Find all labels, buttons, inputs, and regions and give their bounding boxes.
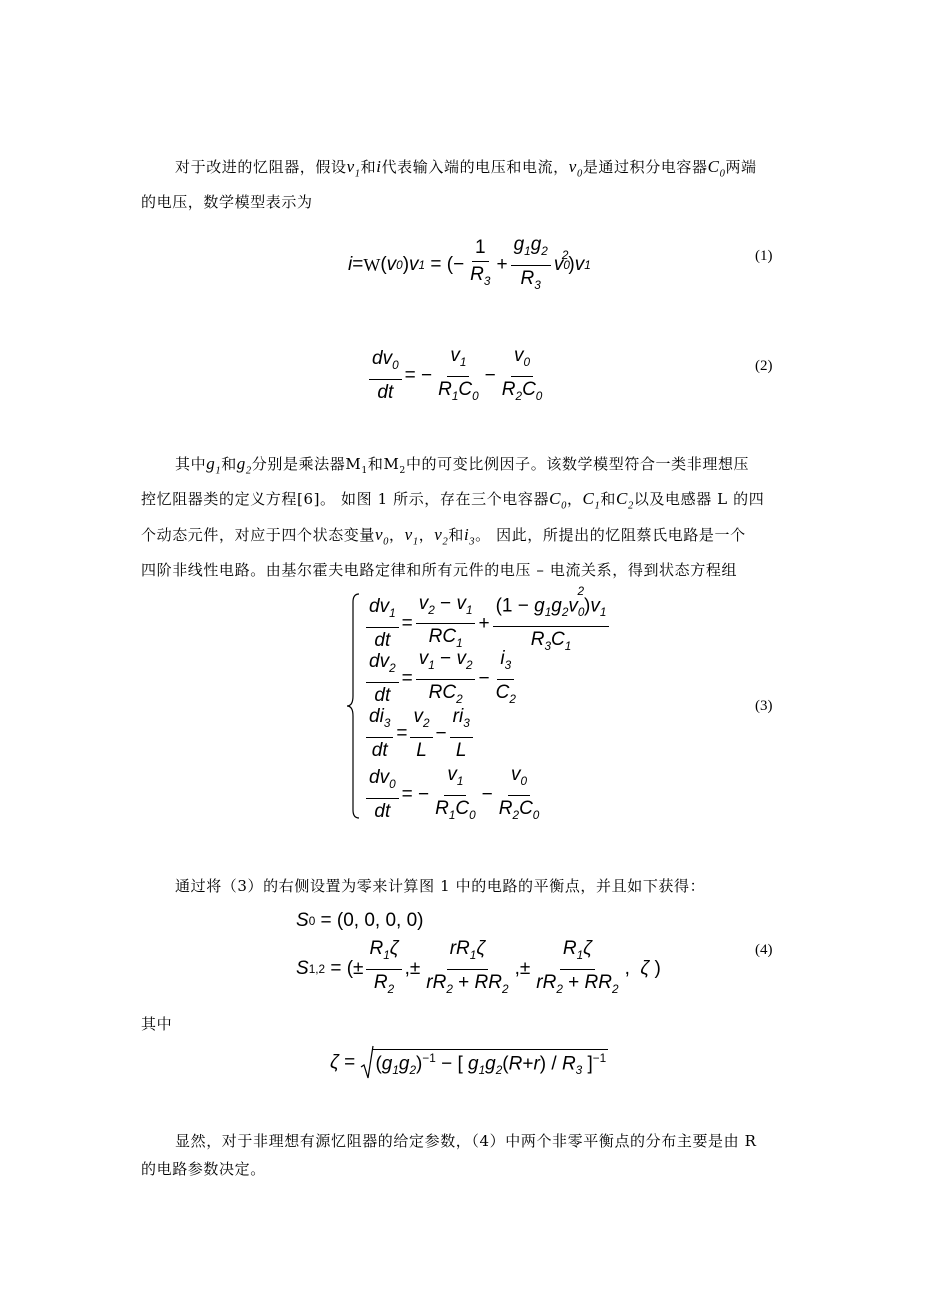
equation-number-1: (1) [755,248,773,264]
sqrt-sign [360,1045,374,1081]
equation-number-3: (3) [755,698,773,714]
paragraph-1: 对于改进的忆阻器，假设$v_1$和i代表输入端的电压和电流，$v_0$是通过积分电容器$C_0$两端 的电压，数学模型表示为 [141,157,757,212]
equation-4-row-1: S 0 = (0, 0, 0, 0) [296,910,424,931]
equation-3-row-4: $\frac{dv_0}{dt}$ = − $\frac{v_1}{R_1C_0}$ − $\frac{v_0}{R_2C_0}$ [363,764,545,827]
equation-number-4: (4) [755,942,773,958]
equation-number-2: (2) [755,358,773,374]
equation-3-row-3: $\frac{di_3}{dt}$ = $\frac{v_2}{L}$ − $\frac{ri_3}{L}$ [363,706,476,762]
equation-zeta: ζ = $(g_1g_2)^{-1}$ − [ $g_1g_2(R+r) / R_3$ ]$^{-1}$ [330,1045,608,1081]
paragraph-5: 显然，对于非理想有源忆阻器的给定参数，（4）中两个非零平衡点的分布主要是由 R 的电路参数决定。 [141,1132,757,1178]
left-brace [345,592,363,820]
equation-3-row-2: $\frac{dv_2}{dt}$ = $\frac{v_1 - v_2}{RC_2}$ − $\frac{i_3}{C_2}$ [363,648,522,711]
paragraph-3: 通过将（3）的右侧设置为零来计算图 1 中的电路的平衡点，并且如下获得： [175,877,706,895]
equation-2: $\frac{dv_0}{dt}$ = − $\frac{v_1}{R_1C_0}$ − $\frac{v_0}{R_2C_0}$ [366,345,548,408]
equation-4-row-2: S 1,2 = (± $\frac{R_1\zeta}{R_2}$ ,± $\frac{rR_1\zeta}{rR_2 + RR_2}$ ,± $\frac{R_1\zeta}{rR_2 + RR_2}$ , ζ ) [296,938,661,996]
equation-3 [345,585,607,823]
equation-3-row-1: $\frac{dv_1}{dt}$ = $\frac{v_2 - v_1}{RC_1}$ + $\frac{(1 - g_1g_2v_0^2)v_1}{R_3C_1}$ [363,590,612,658]
equation-1: i = W ( v 0 ) v 1 = (− $\frac{1}{R_3}$ + $\frac{g_1g_2}{R_3}$ v 0 $^2$ ) v 1 [348,234,591,292]
paragraph-4: 其中 [141,1015,173,1033]
sqrt-content: $(g_1g_2)^{-1}$ − [ $g_1g_2(R+r) / R_3$ ]$^{-1}$ [373,1049,608,1077]
paragraph-2: 其中$g_1$和$g_2$分别是乘法器$M_1$和$M_2$中的可变比例因子。该数学模型符合一类非理想压 控忆阻器类的定义方程[6]。 如图 1 所示，存在三个电容器$C_0$，$C_1$和$C_2$以及电感器 L 的四 个动态元件，对应于四个状态变量$v_0$，$v_1$，$v_2$和$i_3$。 因此，所提出的忆阻蔡氏电路是一个 四阶非线性电路。由基尔霍夫电路定律和所有元件的电压 – 电流关系，得到状态方程组 [141,454,765,580]
